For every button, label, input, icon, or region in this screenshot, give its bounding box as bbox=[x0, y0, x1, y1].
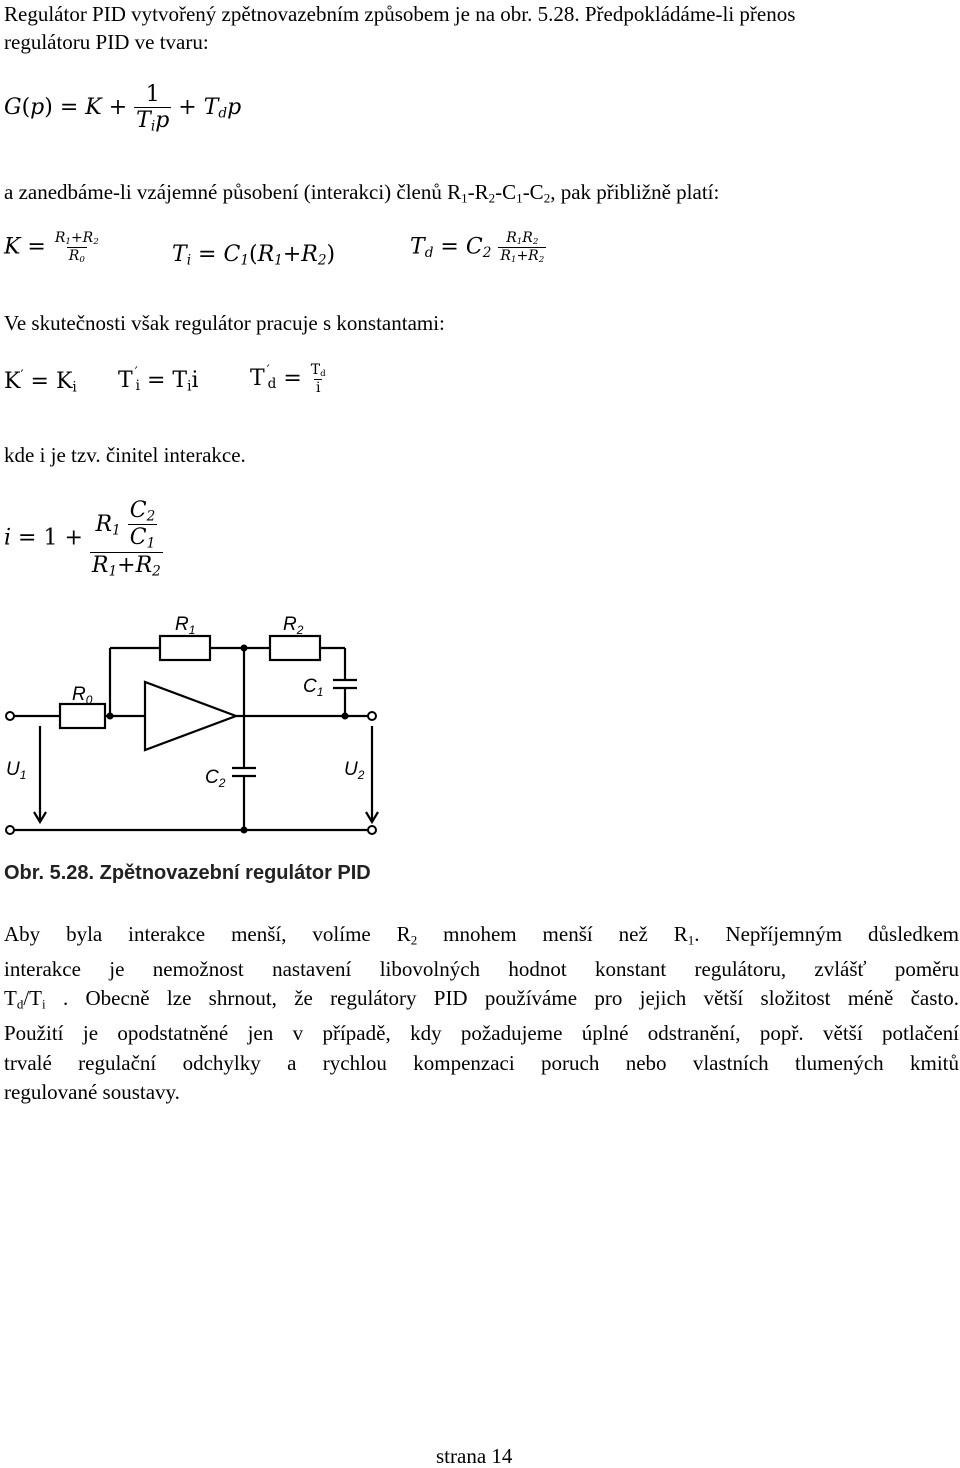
paragraph-line: Použití je opodstatněné jen v případě, kdy požadujeme úplné odstranění, popř. větší potlačení bbox=[4, 1021, 959, 1045]
label-u1: $U_1$ bbox=[6, 759, 27, 782]
resistor-r0 bbox=[60, 704, 105, 728]
formula-ti-prime: T $_{'i} = T_ii$ bbox=[118, 365, 199, 395]
label-c1: $C_1$ bbox=[303, 676, 324, 699]
formula-td-prime: T $_{'d}$ = $\frac{T_d}{i}$ bbox=[250, 362, 326, 397]
resistor-r1 bbox=[160, 636, 210, 660]
page-number: strana 14 bbox=[436, 1444, 513, 1468]
formula-ti: $T_i = C_1(R_1+R_2)$ bbox=[172, 242, 336, 269]
label-u2: $U_2$ bbox=[344, 759, 365, 782]
intro-line-2: regulátoru PID ve tvaru: bbox=[4, 30, 209, 54]
formula-transfer-function: G(p) = K + $\frac{1}{T_ip}$ + $T_dp$ bbox=[4, 82, 242, 135]
intro-line-1: Regulátor PID vytvořený zpětnovazebním způsobem je na obr. 5.28. Předpokládáme-li přenos bbox=[4, 2, 796, 26]
paragraph-line: $T_d/T_i$ . Obecně lze shrnout, že regulátory PID používáme pro jejich větší složitost méně často. bbox=[4, 986, 959, 1012]
label-r2: $R_2$ bbox=[283, 614, 304, 637]
figure-caption: Obr. 5.28. Zpětnovazební regulátor PID bbox=[4, 862, 371, 884]
formula-k-prime: $K' = K_i$ bbox=[4, 368, 77, 396]
formula-k: K = $\frac{R_1+R_2}{R_0}$ bbox=[4, 230, 99, 266]
formula-i: i = 1 + $R_1$ $\frac{C_2}{C_1}$ $R_1+R_2$ bbox=[4, 498, 161, 580]
label-r1: $R_1$ bbox=[175, 614, 196, 637]
interaction-sentence: a zanedbáme-li vzájemné působení (interakci) členů $R_1-R_2-C_1-C_2$, pak přibližně platí: bbox=[4, 180, 720, 206]
formula-td: $T_d = C_2$ $\frac{R_1R_2}{R_1+R_2}$ bbox=[410, 230, 545, 266]
label-c2: $C_2$ bbox=[205, 767, 226, 790]
resistor-r2 bbox=[270, 636, 320, 660]
interaction-factor-text: kde i je tzv. činitel interakce. bbox=[4, 443, 246, 467]
paragraph-line: Aby byla interakce menší, volíme $R_2$ mnohem menší než $R_1$. Nepříjemným důsledkem bbox=[4, 922, 960, 948]
paragraph-line: interakce je nemožnost nastavení libovolných hodnot konstant regulátoru, zvlášť poměru bbox=[4, 956, 959, 981]
actual-constants-text: Ve skutečnosti však regulátor pracuje s konstantami: bbox=[4, 311, 445, 335]
pid-circuit-diagram bbox=[0, 600, 400, 860]
body-paragraph bbox=[4, 920, 959, 1108]
paragraph-line: regulované soustavy. bbox=[4, 1080, 180, 1104]
paragraph-line: trvalé regulační odchylky a rychlou kompenzaci poruch nebo vlastních tlumených kmitů bbox=[4, 1050, 959, 1075]
label-r0: $R_0$ bbox=[72, 684, 93, 707]
